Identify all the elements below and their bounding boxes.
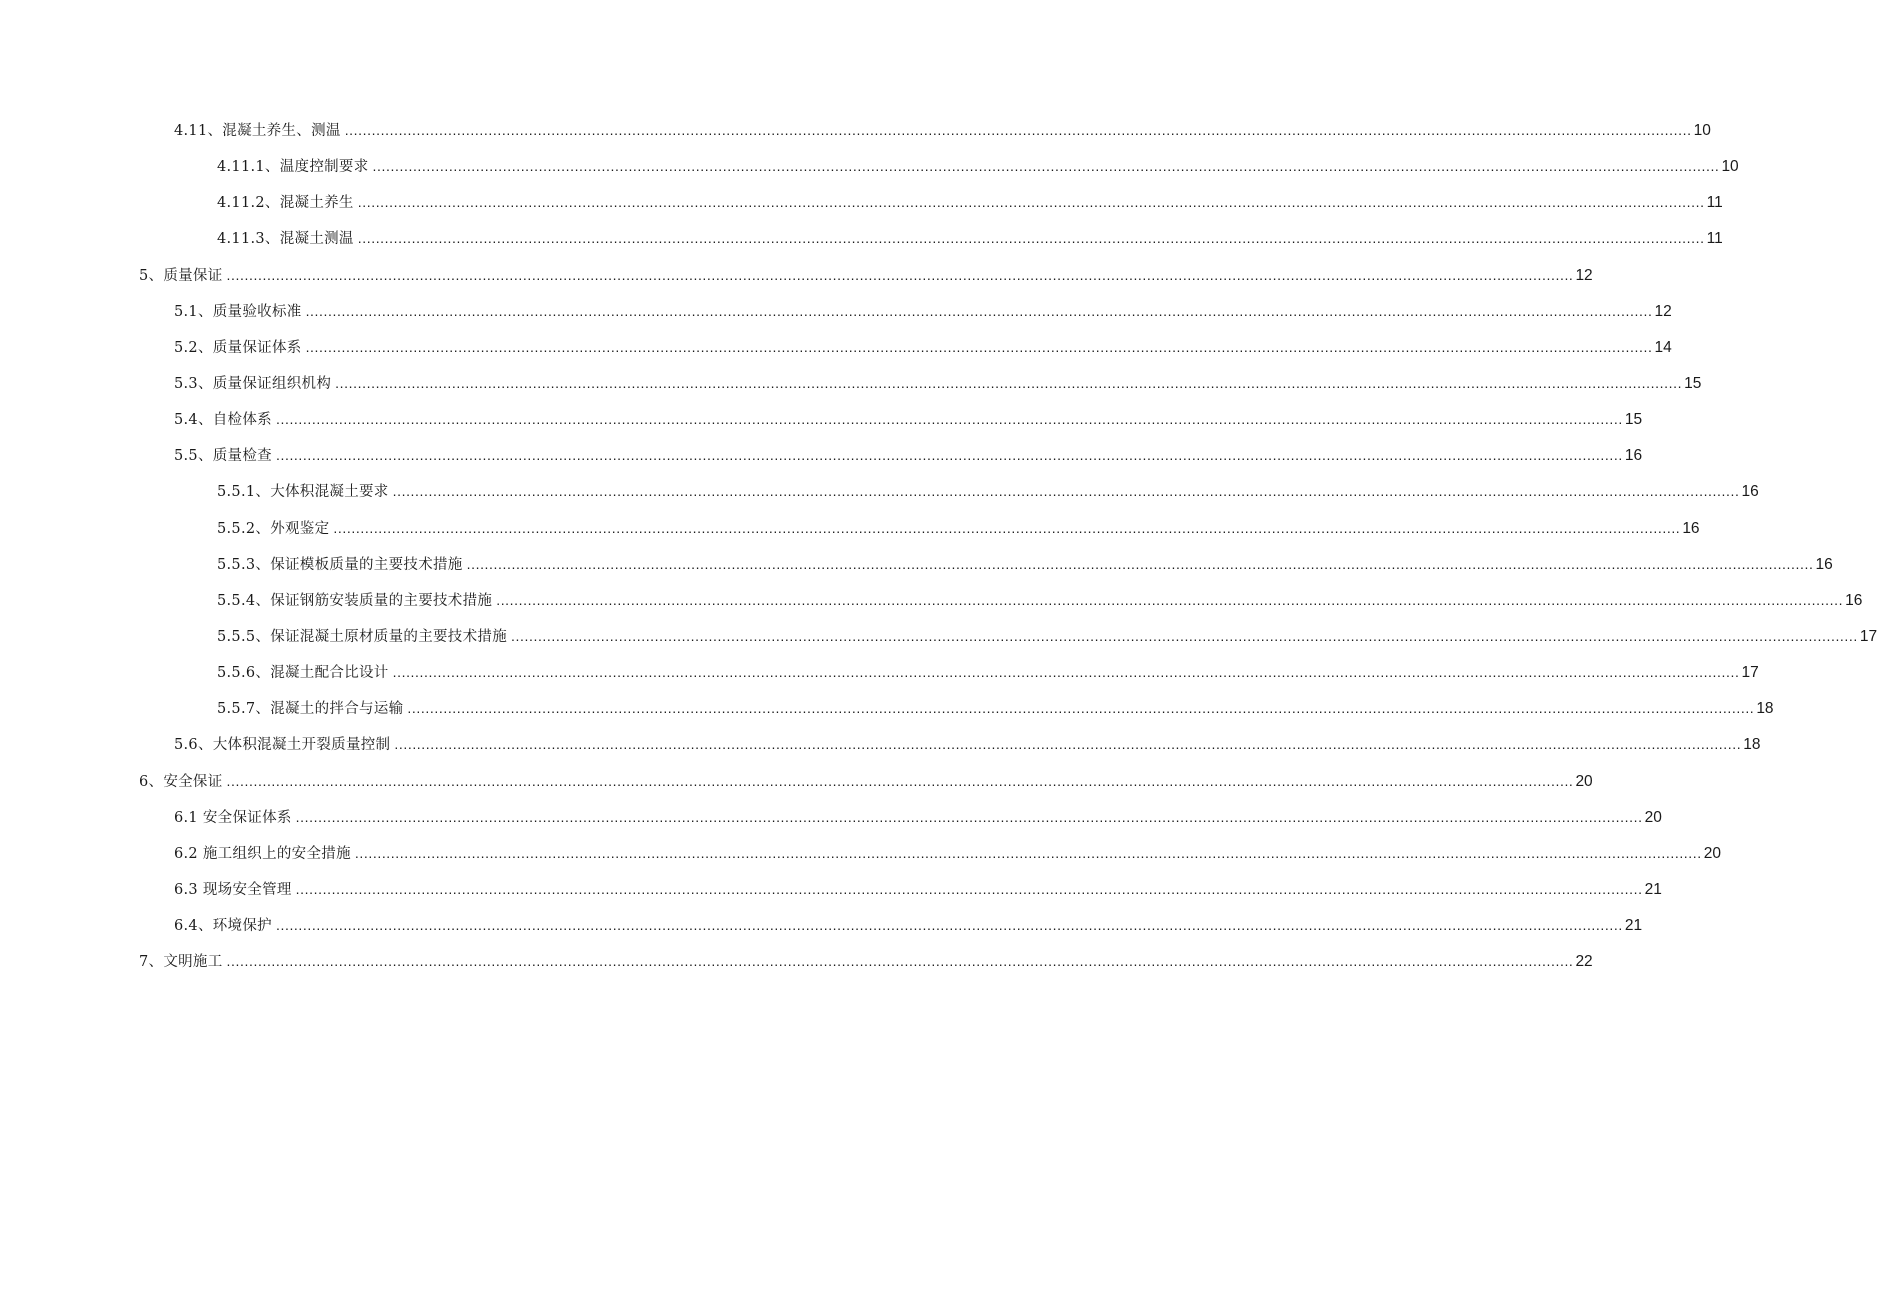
toc-entry[interactable] xyxy=(0,112,1711,148)
toc-entry-title: 5、质量保证 xyxy=(139,267,223,284)
toc-entry-title: 4.11.3、混凝土测温 xyxy=(217,231,354,248)
toc-entry[interactable] xyxy=(0,473,1759,509)
toc-entry-title: 4.11.1、温度控制要求 xyxy=(217,159,369,176)
toc-entry[interactable] xyxy=(0,618,1877,654)
toc-entry-title: 5.5.1、大体积混凝土要求 xyxy=(217,484,389,501)
toc-page-number: 12 xyxy=(1654,302,1672,320)
toc-leader-dots: ............................................................................................................................................................................................................................................................................................................ xyxy=(305,302,1653,319)
toc-page-number: 18 xyxy=(1743,736,1761,754)
toc-entry-title: 5.5.3、保证模板质量的主要技术措施 xyxy=(217,556,463,573)
toc-leader-dots: ............................................................................................................................................................................................................................................................................................................ xyxy=(511,627,1858,644)
toc-entry[interactable] xyxy=(0,690,1774,726)
toc-entry[interactable] xyxy=(0,582,1863,618)
toc-leader-dots: ............................................................................................................................................................................................................................................................................................................ xyxy=(357,230,1705,247)
toc-entry-title: 5.5.5、保证混凝土原材质量的主要技术措施 xyxy=(217,628,507,645)
toc-entry-title: 4.11、混凝土养生、测温 xyxy=(174,123,341,139)
toc-leader-dots: ............................................................................................................................................................................................................................................................................................................ xyxy=(392,483,1740,500)
toc-entry-title: 6、安全保证 xyxy=(139,773,223,790)
toc-entry[interactable] xyxy=(0,835,1722,871)
toc-entry-title: 5.3、质量保证组织机构 xyxy=(174,375,332,392)
toc-entry[interactable] xyxy=(0,871,1662,907)
toc-page-number: 14 xyxy=(1654,338,1672,356)
toc-entry-title: 5.6、大体积混凝土开裂质量控制 xyxy=(174,737,391,754)
toc-entry[interactable] xyxy=(0,365,1702,401)
toc-entry-title: 5.5.2、外观鉴定 xyxy=(217,520,330,537)
toc-entry-title: 5.5.4、保证钢筋安装质量的主要技术措施 xyxy=(217,592,493,609)
toc-leader-dots: ............................................................................................................................................................................................................................................................................................................ xyxy=(295,808,1643,825)
toc-leader-dots: ............................................................................................................................................................................................................................................................................................................ xyxy=(226,266,1574,283)
toc-entry-title: 5.5、质量检查 xyxy=(174,448,272,465)
toc-entry-title: 5.1、质量验收标准 xyxy=(174,303,302,320)
toc-page-number: 22 xyxy=(1575,953,1593,971)
toc-entry-title: 7、文明施工 xyxy=(139,954,223,971)
toc-page-number: 17 xyxy=(1741,664,1759,682)
toc-leader-dots: ............................................................................................................................................................................................................................................................................................................ xyxy=(226,772,1574,789)
toc-leader-dots: ............................................................................................................................................................................................................................................................................................................ xyxy=(372,158,1720,175)
toc-entry-title: 5.4、自检体系 xyxy=(174,412,272,429)
toc-entry-title: 6.4、环境保护 xyxy=(174,918,272,935)
toc-page-number: 16 xyxy=(1845,591,1863,609)
toc-entry[interactable] xyxy=(0,799,1662,835)
toc-page-number: 20 xyxy=(1703,844,1722,862)
toc-leader-dots: ............................................................................................................................................................................................................................................................................................................ xyxy=(275,411,1623,428)
toc-leader-dots: ............................................................................................................................................................................................................................................................................................................ xyxy=(496,591,1844,608)
toc-page-number: 16 xyxy=(1741,483,1759,501)
toc-page-number: 16 xyxy=(1682,519,1700,537)
toc-entry[interactable] xyxy=(0,763,1593,799)
toc-page-number: 17 xyxy=(1859,627,1877,645)
toc-leader-dots: ............................................................................................................................................................................................................................................................................................................ xyxy=(305,338,1653,355)
toc-entry[interactable] xyxy=(0,329,1672,365)
toc-leader-dots: ............................................................................................................................................................................................................................................................................................................ xyxy=(392,664,1740,681)
toc-leader-dots: ............................................................................................................................................................................................................................................................................................................ xyxy=(394,736,1742,753)
toc-leader-dots: ............................................................................................................................................................................................................................................................................................................ xyxy=(357,194,1705,211)
toc-leader-dots: ............................................................................................................................................................................................................................................................................................................ xyxy=(226,953,1574,970)
toc-entry-title: 4.11.2、混凝土养生 xyxy=(217,195,354,212)
toc-entry[interactable] xyxy=(0,220,1723,256)
toc-entry[interactable] xyxy=(0,654,1759,690)
toc-page-number: 16 xyxy=(1815,555,1833,573)
toc-page-number: 15 xyxy=(1624,411,1643,429)
toc-entry-title: 6.2 施工组织上的安全措施 xyxy=(174,845,351,862)
toc-entry[interactable] xyxy=(0,907,1643,943)
toc-entry[interactable] xyxy=(0,510,1700,546)
toc-page-number: 21 xyxy=(1624,917,1643,935)
toc-entry[interactable] xyxy=(0,943,1593,979)
toc-leader-dots: ............................................................................................................................................................................................................................................................................................................ xyxy=(354,844,1702,861)
toc-page-number: 20 xyxy=(1644,808,1662,826)
toc-page-number: 18 xyxy=(1756,700,1774,718)
toc-page-number: 20 xyxy=(1575,772,1593,790)
toc-entry[interactable] xyxy=(0,401,1643,437)
toc-page-number: 21 xyxy=(1644,880,1662,898)
toc-entry-title: 5.5.7、混凝土的拌合与运输 xyxy=(217,701,404,718)
toc-entry[interactable] xyxy=(0,546,1833,582)
toc-page-number: 10 xyxy=(1693,122,1711,139)
toc-entry-title: 6.3 现场安全管理 xyxy=(174,881,292,898)
toc-leader-dots: ............................................................................................................................................................................................................................................................................................................ xyxy=(344,122,1692,138)
toc-leader-dots: ............................................................................................................................................................................................................................................................................................................ xyxy=(335,374,1683,391)
toc-entry[interactable] xyxy=(0,257,1593,293)
toc-leader-dots: ............................................................................................................................................................................................................................................................................................................ xyxy=(466,555,1814,572)
toc-entry-title: 5.5.6、混凝土配合比设计 xyxy=(217,665,389,682)
toc-leader-dots: ............................................................................................................................................................................................................................................................................................................ xyxy=(333,519,1681,536)
toc-leader-dots: ............................................................................................................................................................................................................................................................................................................ xyxy=(275,917,1623,934)
toc-entry-title: 6.1 安全保证体系 xyxy=(174,809,292,826)
table-of-contents xyxy=(0,112,1877,979)
toc-page-number: 11 xyxy=(1706,194,1723,212)
toc-entry[interactable] xyxy=(0,148,1739,184)
toc-entry[interactable] xyxy=(0,726,1761,762)
toc-page-number: 10 xyxy=(1721,158,1739,176)
toc-leader-dots: ............................................................................................................................................................................................................................................................................................................ xyxy=(407,700,1755,717)
toc-page-number: 12 xyxy=(1575,266,1593,284)
toc-page-number: 11 xyxy=(1706,230,1723,248)
toc-leader-dots: ............................................................................................................................................................................................................................................................................................................ xyxy=(295,880,1643,897)
toc-page-number: 16 xyxy=(1624,447,1643,465)
toc-page-number: 15 xyxy=(1684,374,1702,392)
toc-entry[interactable] xyxy=(0,293,1672,329)
toc-entry[interactable] xyxy=(0,437,1643,473)
toc-entry[interactable] xyxy=(0,184,1723,220)
toc-entry-title: 5.2、质量保证体系 xyxy=(174,339,302,356)
toc-leader-dots: ............................................................................................................................................................................................................................................................................................................ xyxy=(275,447,1623,464)
